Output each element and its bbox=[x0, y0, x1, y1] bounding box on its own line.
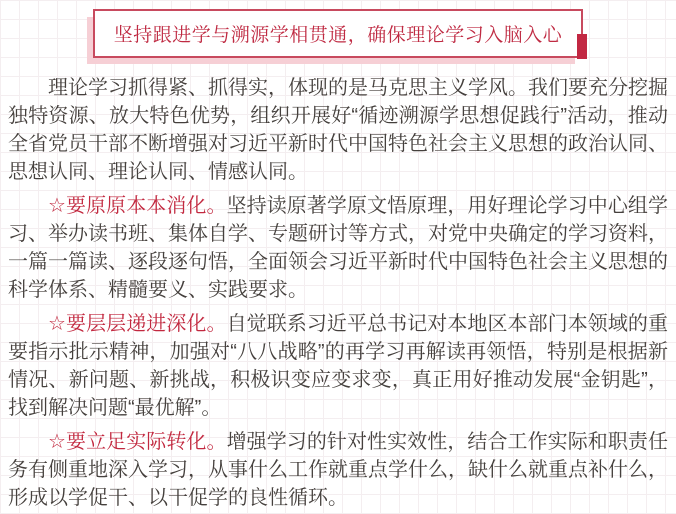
point-body-2: 自觉联系习近平总书记对本地区本部门本领域的重要指示批示精神，加强对“八八战略”的再学习再解读再领悟，特别是根据新情况、新问题、新挑战，积极识变应变求变，真正用好推动发展“金钥匙”，找到解决问题“最优解”。 bbox=[8, 313, 669, 419]
point-paragraph-3 bbox=[8, 428, 668, 512]
page-title: 坚持跟进学与溯源学相贯通，确保理论学习入脑入心 bbox=[113, 25, 563, 46]
point-lead-3: ☆要立足实际转化。 bbox=[48, 431, 227, 453]
title-banner bbox=[93, 9, 584, 58]
point-body-3: 增强学习的针对性实效性，结合工作实际和职责任务有侧重地深入学习，从事什么工作就重点学什么，缺什么就重点补什么，形成以学促干、以干促学的良性循环。 bbox=[8, 431, 669, 509]
article-body bbox=[0, 74, 676, 512]
intro-paragraph: 理论学习抓得紧、抓得实，体现的是马克思主义学风。我们要充分挖掘独特资源、放大特色优势，组织开展好“循迹溯源学思想促践行”活动，推动全省党员干部不断增强对习近平新时代中国特色社会主义思想的政治认同、思想认同、理论认同、情感认同。 bbox=[8, 77, 668, 183]
point-body-1: 坚持读原著学原文悟原理，用好理论学习中心组学习、举办读书班、集体自学、专题研讨等方式，对党中央确定的学习资料，一篇一篇读、逐段逐句悟，全面领会习近平新时代中国特色社会主义思想的科学体系、精髓要义、实践要求。 bbox=[8, 195, 669, 301]
point-lead-1: ☆要原原本本消化。 bbox=[48, 195, 227, 217]
point-paragraph-2 bbox=[8, 310, 668, 422]
title-corner-tab-decoration bbox=[577, 34, 587, 59]
point-lead-2: ☆要层层递进深化。 bbox=[48, 313, 227, 335]
point-paragraph-1 bbox=[8, 192, 668, 304]
